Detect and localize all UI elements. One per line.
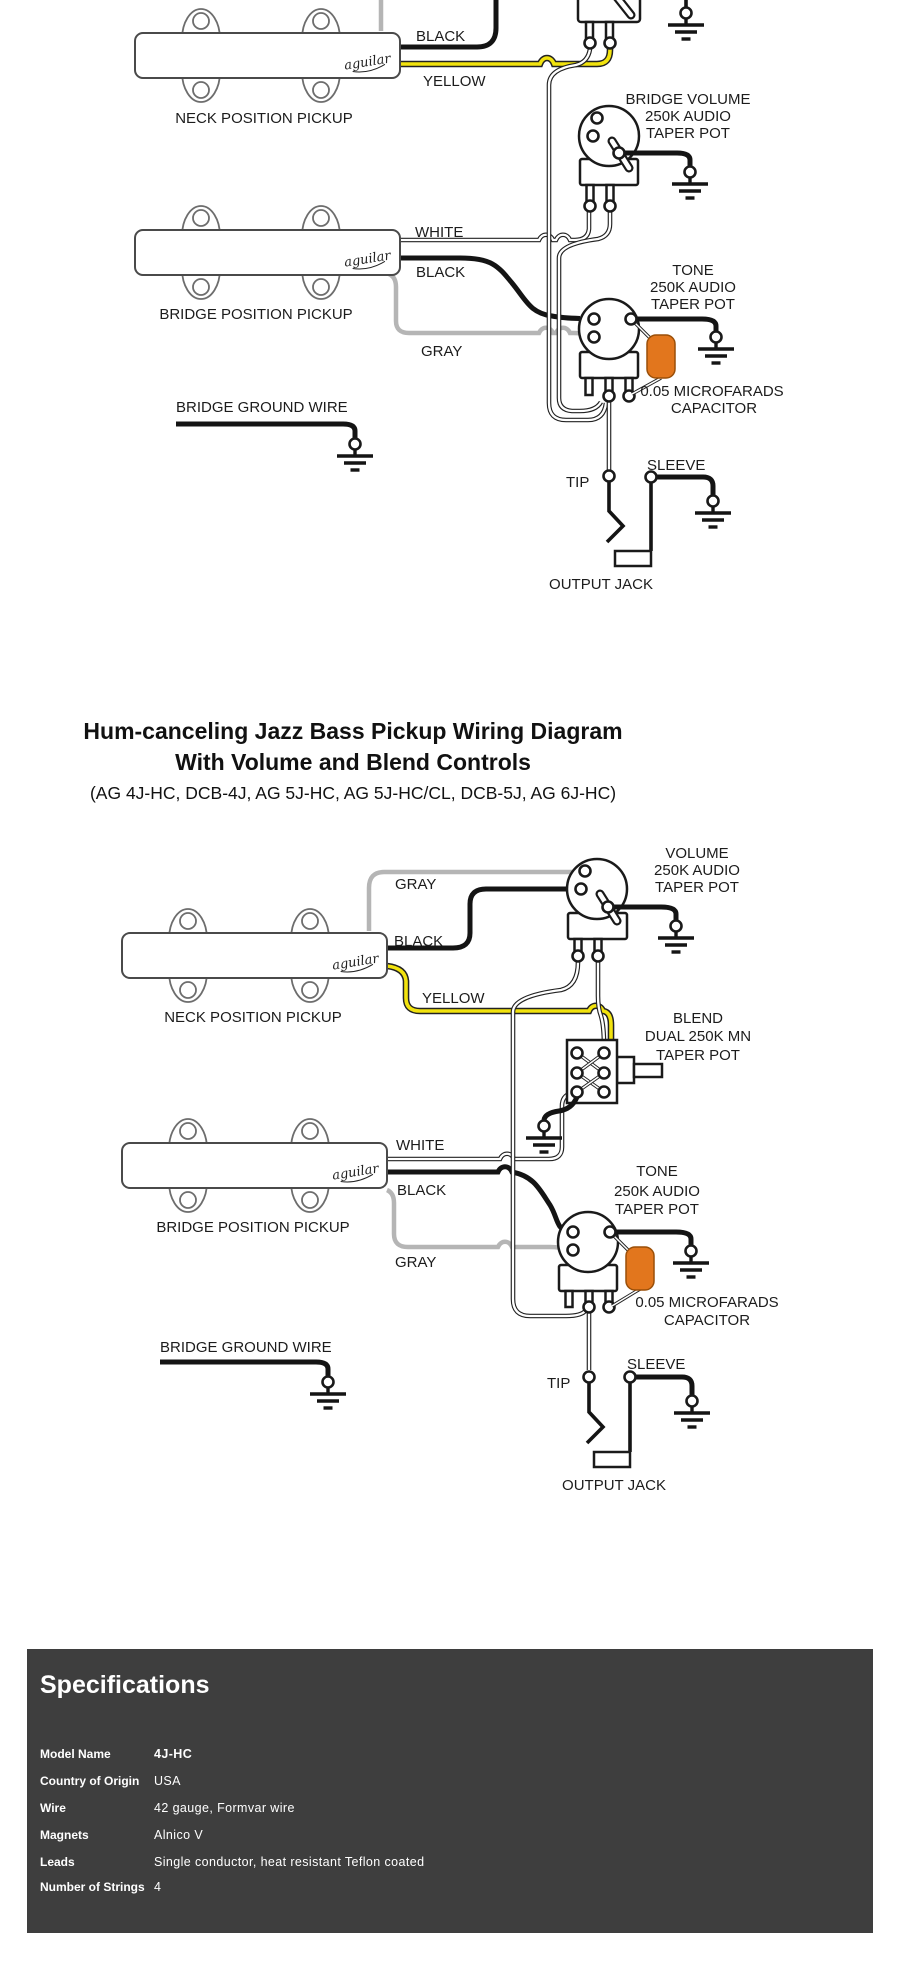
- label-tip: TIP: [566, 474, 590, 491]
- label-output-jack: OUTPUT JACK: [562, 1477, 666, 1494]
- label-gray: GRAY: [395, 876, 437, 893]
- title-line-2: With Volume and Blend Controls: [175, 749, 531, 775]
- label-gray: GRAY: [421, 343, 463, 360]
- label-bridge-ground-wire: BRIDGE GROUND WIRE: [176, 399, 348, 416]
- tip-contact: [607, 482, 623, 542]
- jack-body: [594, 1452, 630, 1467]
- svg-text:TAPER POT: TAPER POT: [615, 1201, 699, 1218]
- label-yellow: YELLOW: [422, 990, 485, 1007]
- jack-body: [615, 551, 651, 566]
- label-black: BLACK: [397, 1182, 447, 1199]
- spec-value: 4: [154, 1880, 162, 1894]
- svg-text:TAPER POT: TAPER POT: [651, 296, 735, 313]
- spec-value: Alnico V: [154, 1828, 204, 1842]
- label-white: WHITE: [415, 224, 464, 241]
- svg-text:aguilar: aguilar: [343, 51, 392, 74]
- label-bridge-ground-wire: BRIDGE GROUND WIRE: [160, 1339, 332, 1356]
- label-capacitor: 0.05 MICROFARADS: [640, 383, 784, 400]
- specifications-panel: [27, 1649, 873, 1933]
- output-jack: [584, 1372, 693, 1468]
- label-tone-pot: TONE: [636, 1163, 678, 1180]
- bridge-gray-wire: [387, 1190, 566, 1250]
- blend-pot: [544, 1040, 662, 1120]
- tip-contact: [587, 1383, 603, 1443]
- label-tone-pot: TONE: [672, 262, 714, 279]
- output-jack: [604, 471, 714, 567]
- ground-icon: [695, 496, 731, 528]
- label-bridge-pickup: BRIDGE POSITION PICKUP: [159, 306, 353, 323]
- svg-text:aguilar: aguilar: [331, 951, 380, 974]
- svg-text:aguilar: aguilar: [331, 1161, 380, 1184]
- ground-icon: [526, 1121, 562, 1153]
- bridge-pickup: [122, 1119, 387, 1212]
- wiring-diagram-volume-tone: [0, 0, 900, 600]
- title-line-1: Hum-canceling Jazz Bass Pickup Wiring Diagram: [83, 718, 623, 744]
- ground-icon: [674, 1396, 710, 1428]
- label-sleeve: SLEEVE: [627, 1356, 686, 1373]
- spec-value: 42 gauge, Formvar wire: [154, 1801, 295, 1815]
- ground-icon: [337, 439, 373, 471]
- neck-pickup: [135, 9, 400, 102]
- label-black: BLACK: [394, 933, 444, 950]
- svg-text:CAPACITOR: CAPACITOR: [670, 400, 758, 417]
- label-yellow: YELLOW: [423, 73, 486, 90]
- tone-capacitor: [647, 335, 675, 378]
- label-bridge-volume-pot: BRIDGE VOLUME: [625, 91, 751, 108]
- svg-text:DUAL 250K MN: DUAL 250K MN: [644, 1028, 752, 1045]
- label-gray: GRAY: [395, 1254, 437, 1271]
- svg-text:TAPER POT: TAPER POT: [656, 1047, 740, 1064]
- ground-icon: [672, 167, 708, 199]
- specifications-heading: Specifications: [40, 1671, 210, 1699]
- sleeve-ground-lead: [657, 477, 713, 495]
- label-volume-pot: VOLUME: [665, 845, 729, 862]
- spec-value: Single conductor, heat resistant Teflon coated: [154, 1855, 425, 1869]
- ground-icon: [668, 8, 704, 40]
- ground-icon: [673, 1246, 709, 1278]
- svg-text:250K AUDIO: 250K AUDIO: [645, 108, 731, 125]
- spec-label: Leads: [40, 1855, 75, 1869]
- label-black: BLACK: [416, 264, 466, 281]
- svg-text:aguilar: aguilar: [343, 248, 392, 271]
- neck-pickup: [122, 909, 387, 1002]
- bridge-ground-wire: [160, 1362, 328, 1376]
- ground-icon: [698, 332, 734, 364]
- label-neck-pickup: NECK POSITION PICKUP: [164, 1009, 342, 1026]
- ground-icon: [658, 921, 694, 953]
- svg-text:TAPER POT: TAPER POT: [646, 125, 730, 142]
- svg-text:TAPER POT: TAPER POT: [655, 879, 739, 896]
- tone-capacitor: [626, 1247, 654, 1290]
- label-output-jack: OUTPUT JACK: [549, 576, 653, 593]
- label-bridge-pickup: BRIDGE POSITION PICKUP: [156, 1219, 350, 1236]
- spec-label: Model Name: [40, 1747, 111, 1761]
- ground-icon: [310, 1377, 346, 1409]
- neck-volume-pot-partial: [578, 0, 640, 49]
- title-subtitle: (AG 4J-HC, DCB-4J, AG 5J-HC, AG 5J-HC/CL, DCB-5J, AG 6J-HC): [89, 783, 617, 803]
- diagram-title-block: [0, 716, 706, 804]
- spec-label: Wire: [40, 1801, 66, 1815]
- bridge-ground-wire: [176, 424, 355, 438]
- label-blend-pot: BLEND: [672, 1010, 724, 1027]
- tone-ground-lead: [616, 1232, 691, 1245]
- svg-text:CAPACITOR: CAPACITOR: [663, 1312, 751, 1329]
- svg-text:250K AUDIO: 250K AUDIO: [650, 279, 736, 296]
- spec-value: USA: [154, 1774, 181, 1788]
- label-sleeve: SLEEVE: [647, 457, 706, 474]
- sleeve-ground-lead: [636, 1377, 692, 1395]
- label-white: WHITE: [396, 1137, 445, 1154]
- svg-text:250K AUDIO: 250K AUDIO: [614, 1183, 700, 1200]
- spec-value: 4J-HC: [154, 1747, 193, 1761]
- label-tip: TIP: [547, 1375, 571, 1392]
- bridge-pickup: [135, 206, 400, 299]
- spec-label: Country of Origin: [40, 1774, 140, 1788]
- label-neck-pickup: NECK POSITION PICKUP: [175, 110, 353, 127]
- label-black: BLACK: [416, 28, 466, 45]
- spec-label: Magnets: [40, 1828, 89, 1842]
- tone-ground-lead: [637, 319, 716, 331]
- spec-label: Number of Strings: [40, 1880, 145, 1894]
- wiring-diagram-volume-blend: [0, 820, 900, 1500]
- label-capacitor: 0.05 MICROFARADS: [635, 1294, 779, 1311]
- svg-text:250K AUDIO: 250K AUDIO: [654, 862, 740, 879]
